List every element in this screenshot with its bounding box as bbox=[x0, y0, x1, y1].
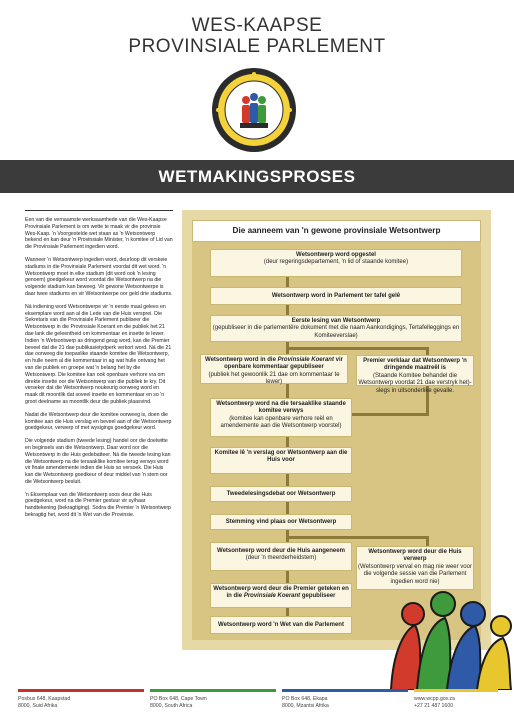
step-published-for-comment bbox=[200, 354, 348, 384]
step-heading: Tweedelesingsdebat oor Wetsontwerp bbox=[226, 491, 336, 497]
step-detail: (publiek het gewoonlik 21 dae om kommentaar te lewer) bbox=[208, 371, 340, 386]
footer-bar-green bbox=[150, 689, 276, 692]
step-bill-drafted bbox=[210, 249, 462, 277]
connector-line bbox=[286, 305, 289, 315]
people-figures-illustration bbox=[383, 580, 514, 690]
footer-address-xhosa bbox=[282, 696, 329, 710]
step-heading: Premier verklaar dat Wetsontwerp 'n dringende maatreël is bbox=[363, 358, 467, 372]
connector-line bbox=[286, 277, 289, 287]
step-heading: Wetsontwerp word deur die Huis verwerp bbox=[368, 549, 462, 563]
step-heading: Wetsontwerp word deur die Premier geteken en in die Provinsiale Koerant gepubliseer bbox=[213, 586, 349, 600]
step-committee-report bbox=[210, 447, 352, 474]
step-detail: (deur 'n meerderheidstem) bbox=[245, 555, 317, 562]
step-bill-tabled bbox=[210, 287, 462, 305]
footer-phone: +27 21 487 1600 bbox=[414, 703, 454, 709]
intro-paragraph: Die volgende stadium (tweede lesing) handel oor die doelwitte en beginsels van die Wetsontwerp. Daar word oor die Wetsontwerp in die Huis gedebatteer. Ná die tweede lesing kan die Wetsontwerp na die tersaaklike komitee terug verwys word vir finale amendemente indien die Huis so versoek. Die Huis kan die Wetsontwerp goedkeur of deur middel van 'n stem oor die Wetsontwerp besluit. bbox=[25, 438, 171, 485]
connector-line bbox=[286, 571, 289, 583]
step-detail: (deur regeringsdepartement, 'n lid of staande komitee) bbox=[263, 259, 409, 266]
intro-paragraph: Ná indiening word Wetsontwerpe vir 'n eerste maal gelees en eksemplare word aan al die Lede van die Huis versprei. Die Sekretaris van die Provinsiale Parlement publiseer die Wetsontwerp in die Provinsiale Koerant en die publiek het 21 dae lank die geleentheid om kommentaar en insette te lewer. Indien 'n Wetsontwerp as dringend geag word, kan die Premier beveel dat die 21 dae publikasietydperk verkort word. Ná die 21 dae oorweeg die toepaslike staande komitee die Wetsontwerp, en hulle neem al die kommentaar in ag wat hulle ontvang het van die publiek en groepe wat 'n belang het by die Wetsontwerp. Die komitee kan ook openbare verhore vra om direkte insette oor die Wetsontwerp van die publiek te kry. Dit verseker dat die Wetsontwerp noukeurig oorweeg word en maak dit moontlik dat soveel insette en kommentaar en so 'n groot deelname as moontlik deur die publiek plaasvind. bbox=[25, 303, 172, 405]
connector-line bbox=[286, 608, 289, 616]
step-heading: Stemming vind plaas oor Wetsontwerp bbox=[225, 519, 337, 525]
step-heading: Komitee lê 'n verslag oor Wetsontwerp aan die Huis voor bbox=[214, 450, 348, 464]
footer-line: 8000, Mzantsi Afrika bbox=[282, 703, 329, 709]
step-heading: Wetsontwerp word in die Provinsiale Koerant vir openbare kommentaar gepubliseer bbox=[205, 357, 343, 371]
step-vote bbox=[210, 514, 352, 530]
step-heading: Eerste lesing van Wetsontwerp bbox=[291, 318, 381, 324]
footer-line: Posbus 648, Kaapstad bbox=[18, 696, 71, 702]
intro-paragraph: Nadat die Wetsontwerp deur die komitee oorweeg is, doen die komitee aan die Huis verslag en beveel aan of die Wetsontwerp goedgekeur, verwerp of met wysigings goedgekeur word. bbox=[25, 411, 172, 432]
step-premier-signs bbox=[210, 583, 352, 608]
step-heading: Wetsontwerp word opgestel bbox=[296, 252, 376, 258]
page-title: WETMAKINGSPROSES bbox=[158, 167, 356, 186]
header bbox=[0, 0, 514, 160]
footer-bar-blue bbox=[282, 689, 408, 692]
step-detail: (Wetsontwerp verval en mag nie weer voor die volgende sessie van die Parlement ingedien word nie) bbox=[358, 563, 472, 585]
step-detail: (Staande Komitee behandel die Wetsontwerp voordat 21 dae verstryk het)-slegs in uitsonderlike gevalle. bbox=[358, 372, 472, 394]
step-heading: Wetsontwerp word deur die Huis aangeneem bbox=[217, 548, 345, 554]
footer-line: PO Box 648, Ekapa bbox=[282, 696, 328, 702]
footer-address-english bbox=[150, 696, 207, 710]
connector-line bbox=[286, 474, 289, 486]
intro-paragraph: Een van die vernaamste werksaamhede van die Wes-Kaapse Provinsiale Parlement is om wette te maak vir die provinsie Wes-Kaap. 'n Voorgestelde wet staan as 'n Wetsontwerp bekend en kan deur 'n Provinsiale Minister, 'n komitee of Lid van die Provinsiale Parlement ingedien word. bbox=[25, 217, 173, 251]
footer-address-afrikaans bbox=[18, 696, 70, 710]
intro-text-column bbox=[25, 210, 173, 650]
connector-line bbox=[286, 502, 289, 514]
connector-line bbox=[426, 347, 429, 355]
step-heading: Wetsontwerp word na die tersaaklike staande komitee verwys bbox=[216, 401, 346, 415]
step-urgent-measure bbox=[356, 355, 474, 394]
step-first-reading bbox=[210, 315, 462, 342]
footer-website-link[interactable]: www.wcpp.gov.za bbox=[414, 696, 455, 702]
intro-paragraph: Wanneer 'n Wetsontwerp ingedien word, deurloop dit verskeie stadiums in die Provinsiale Parlement voordat dit wet word. 'n Wetsontwerp moet in elke stadium (dit word ook 'n lesing genoem) goedgekeur word voordat die Wetsontwerp na die volgende stadium kan beweeg. Vir gewone Wetsontwerpe is daar twee stadiums en vir Wetsontwerpe oor geld drie stadiums. bbox=[25, 256, 173, 297]
footer-contact bbox=[414, 696, 455, 710]
flowchart-title: Die aanneem van 'n gewone provinsiale Wetsontwerp bbox=[232, 226, 441, 235]
title-line-1: WES-KAAPSE bbox=[191, 15, 323, 36]
step-detail: (gepubliseer in die parlementêre dokument met die naam Aankondigings, Tertafelleggings en Komiteeverslae) bbox=[212, 325, 460, 339]
step-second-reading-debate bbox=[210, 486, 352, 502]
step-detail: (komitee kan openbare verhore reël en amendemente aan die Wetsontwerp voorstel) bbox=[220, 415, 342, 430]
step-heading: Wetsontwerp word in Parlement ter tafel gelê bbox=[271, 293, 401, 299]
step-referred-to-committee bbox=[210, 398, 352, 437]
intro-paragraph: 'n Eksemplaar van die Wetsontwerp soos deur die Huis goedgekeur, word na die Premier gestuur vir sy/haar handtekening (bekragtiging). Sodra die Premier 'n Wetsontwerp bekragtig het, word dit 'n Wet van die Provinsie. bbox=[25, 491, 171, 519]
footer-bar-yellow bbox=[414, 689, 498, 692]
parliament-seal-logo bbox=[210, 66, 298, 154]
step-heading: Wetsontwerp word 'n Wet van die Parlement bbox=[218, 622, 344, 628]
step-bill-passed bbox=[210, 542, 352, 571]
footer-line: 8000, South Africa bbox=[150, 703, 193, 709]
footer-bar-red bbox=[18, 689, 144, 692]
footer-line: 8000, Suid Afrika bbox=[18, 703, 58, 709]
connector-line bbox=[286, 536, 429, 539]
connector-line bbox=[352, 413, 429, 416]
title-line-2: PROVINSIALE PARLEMENT bbox=[128, 36, 386, 57]
connector-line bbox=[426, 536, 429, 546]
title-banner bbox=[0, 160, 514, 193]
connector-line bbox=[286, 437, 289, 447]
connector-line bbox=[286, 347, 429, 350]
flowchart-title-box bbox=[192, 220, 481, 242]
step-becomes-act bbox=[210, 616, 352, 634]
footer-line: PO Box 648, Cape Town bbox=[150, 696, 207, 702]
